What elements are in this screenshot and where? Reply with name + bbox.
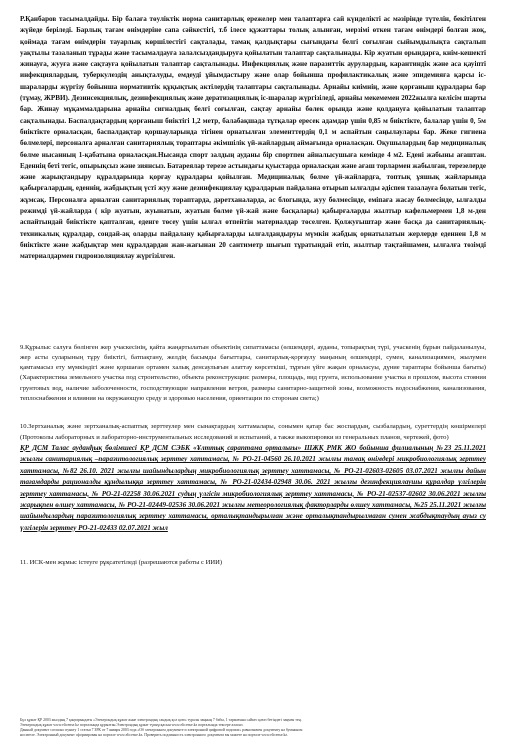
document-page [20,14,486,568]
section-10-protocol-list: ҚР ДСМ Талас ауданђық бөлімшесі ҚР ДСМ СЭБК «Ұлттық сараптама орталығы» ШЖҚ РМК ЖО бойынша филиалының №23 25.11.2021 жылғы санитариялық –паразитологиялық зерттеу хаттамасы, № РО-21-04560 26.10.2021 жылғы тамақ өнімдері микробиологиялық зерттеу хаттамасы, №82 26.10. 2021 жылғы шайындылардың микробиологиялық зерттеу хаттамасы, № РО-21-02603-02605 03.07.2021 жылғы дайын тағамдарды рационалды құндылыққа зерттеу хаттамасы, № РО-21-02434-02948 30.06. 2021 жылғы дезинфекциялаушы құралдар үлгілерін зерттеу хаттамасы, № РО-21-02258 30.06.2021 судың үлгісін микробиологиялық зерттеу хаттамасы, № РО-21-02537-02602 30.06.2021 жылғы жарықпен өлшеу хаттамасы, № РО-21-02449-02536 30.06.2021 жылғы метеорологиялық факторларды өлшеу хаттамасы, №25 25.11.2021 жылғы шайындылардың паразитологиялық зерттеу хаттамасы, орталықтандырылған және орталықтандырылмаған сумен жабдықтаудың ауыз су үлгілерін зерттеу РО-21-02433 02.07.2021 жыл [20,443,486,532]
section-9-land-characteristics: 9.Құрылыс салуға бөлінген жер учаскесінің, қайта жаңартылатын объектінің сипаттамасы (өлшемдері, ауданы, топырақтың түрі, учаскенің бұрын пайдаланылуы, жер асты суларының тұру биіктігі, батпақтану, желдің басымды бағыттары, санитарлық-қорғаулу маңының өлшемдері, сумен, канализациямен, жылумен қамтамасыз ету мүмкіндігі және қоршаған ортамен халық денсаулығын алаттау көрсеткіші, тұрғын үйге жақын орналасуы, дүние тараптары бойынша бағыты) (Характеристика земельного участка под строительство, объекта реконструкции: размеры, площадь, вид грунта, использование участка в прошлом, высота стояния грунтовых вод, наличие заболоченности, господствующие направления ветров, размеры санитарно-защитной зоны, возможность водоснабжения, канализования, теплоснабжения и влияния на окружающую среду и здоровью населения, ориентации по сторонам света;) [20,343,486,403]
footer-line-2: Электрондық құжат www.elicense.kz порталында құрылған.Электрондық құжат түпнұсқасын www.elicense.kz порталында тексере аласыз. [20,723,244,728]
footer-line-1: Бұл құжат ҚР 2003 жылдың 7 қаңтарындағы «Электрондық құжат және электрондық сандық қол қою» туралы заңның 7 бабы, 1 тармағына сәйкес қағаз бетіндегі заңмен тең. [20,718,302,722]
section-11-radiation-permit: 11. ИСК-мен жұмыс істеуге рұқсатетіледі (разрешаются работы с ИИИ) [20,559,223,567]
inspection-findings-paragraph: Р.Қанбаров тасымалдайды. Бір балаға төуліктік норма санитарлық ережелер мен талаптарға сай күнделікті ас мәзірінде түтелін, бекітілген жүйеде беріледі. Барлық тағам өнімдеріне сапа сәйкестігі, т.б ілесе құжаттары толық алынған, мерзімі өткен тағам өнімдері болған жоқ, қоймада тағам өнімдерін тауарлық көршілестігі сақталады, тамақ қалдықтары сығындағы белгі соғылған сыйымдылықта сақталып уақтылы тазаланып тұрады және тасымалдауға залалсыздандыруға қойылатын талаптар сақталынады. Кір жуатын орындарға, кнім-кешекті жинауға, жууға және сақтауға қойылатын талаптар сақталынады. Инфекциялық және паразиттік аурулардың, карантиндік және аса қауіпті инфекциялардың, туберкулездің анықталуды, емдеуді ұйымдастыру және олар бойынша профилактикалық және эпидемияға қарсы іс-шараларды жүргізу бойынша нормативтік құқықтық актілердің талаптары сақталынады. Арнайы киімнің, және қорғаныш құралдары бар (тұмау, ЖРВИ). Дезинсекциялық, дезинфекциялық және дератизациялық іс-шаралар жүргізіледі, арнайы мекемемен 2022жылға келісім шарты бар. Жинау мұқаммалдарына арнайы сигналдық белгі соғылған, сақтау арнайы бөлек орында және қолдануға қойылатын талаптар сақталынады. Баспалдақтардың қорғаныш биіктігі 1,2 метр, балабақшада тұтқалар ересек адамдар үшін 0,85 м биіктікте, балалар үшін 0, 5м биіктікте орналасқан, баспалдақтар қоршауларында тігінен орнатылған элементтердің 0,1 м аспайтын саңылаулары бар. Жеке гигиена бөлмелері, персоналға арналған санитариялық тораптары әкімшілік үй-жайлардың аймағында орналасқан. Оқушылардың бар медициналық бөлме нысанның 1-қабатына орналасқан.Нысанда спорт залдың ауданы бір спортпен айналысушыға кемінде 4 м2. Еденi жабыны ағаштан. Еденнің беті тегіс, опырықсыз және зиянсыз. Батареялар терезе астындағы қуыстарда орналасқан және ағаш торлармен жабылған, терезелерде және жарықтандыру құралдарында қорғау құралдары қойылған. Медициналық бөлме үй-жайлардға, топтық ұяшық жайларында қабырғалардың, еденнің, жабдықтың үсті жуу және дезинфекциялау құралдарын пайдалана отырып ылғалды әдіспен тазалауға болатын тегіс, жұмсақ. Персоналға арналған санитариялық тораптарда, дәретханаларда, ас блогында, жуу бөлмесінде, еміпаға жасау бөлмесінде, ылғалды режимді үй-жайларда ( кір жуатын, жуынатын, жуатын бөлме үй-жай және басқалары) қабырғаларды жылтыр кафельмермен 1,8 м-ден аспайтындай биіктікте қапталған, еденге төсеу үшін ылғал өтпейтін материалдар төселген. Қолжуғыштар және басқа да санитариялық-техникалық құралдар, сондай-ақ оларды пайдалану қабырғаларды ылғалдандыруы мүмкін жабдық орнатылатын жерлерде еденнен 1,8 м биіктікте және жабдықтар мен құралдардан жан-жағынан 20 сантиметр шығып тұратындай етіп, жылтыр тақтайшамен, ылғалға төзімді материалдармен гидроизоляциялау жүргізілген. [20,15,486,261]
footer-line-3: Данный документ согласно пункту 1 статьи 7 ЗРК от 7 января 2003 года «Об электронном документе и электронной цифровой подписи» равнозначен документу на бумажном [20,728,303,733]
section-10-lab-protocols: 10.Зертханалық және зертханалық-аспаптық зерттеулер мен сынақтардың хаттамалары, сонымен қатар бас жоспардың, сызбалардың, суреттердің көшірмелері (Протоколы лабораторных и лабораторно-инструментальных исследований и испытаний, а также выкопировки из генеральных планов, чертежей, фото) [20,423,486,441]
electronic-document-footer [20,718,488,738]
footer-line-4: носителе. Электронный документ сформирован на портале www.elicense.kz. Проверить подлинность электронного документа вы можете на портале www.elicense.kz. [20,733,289,738]
